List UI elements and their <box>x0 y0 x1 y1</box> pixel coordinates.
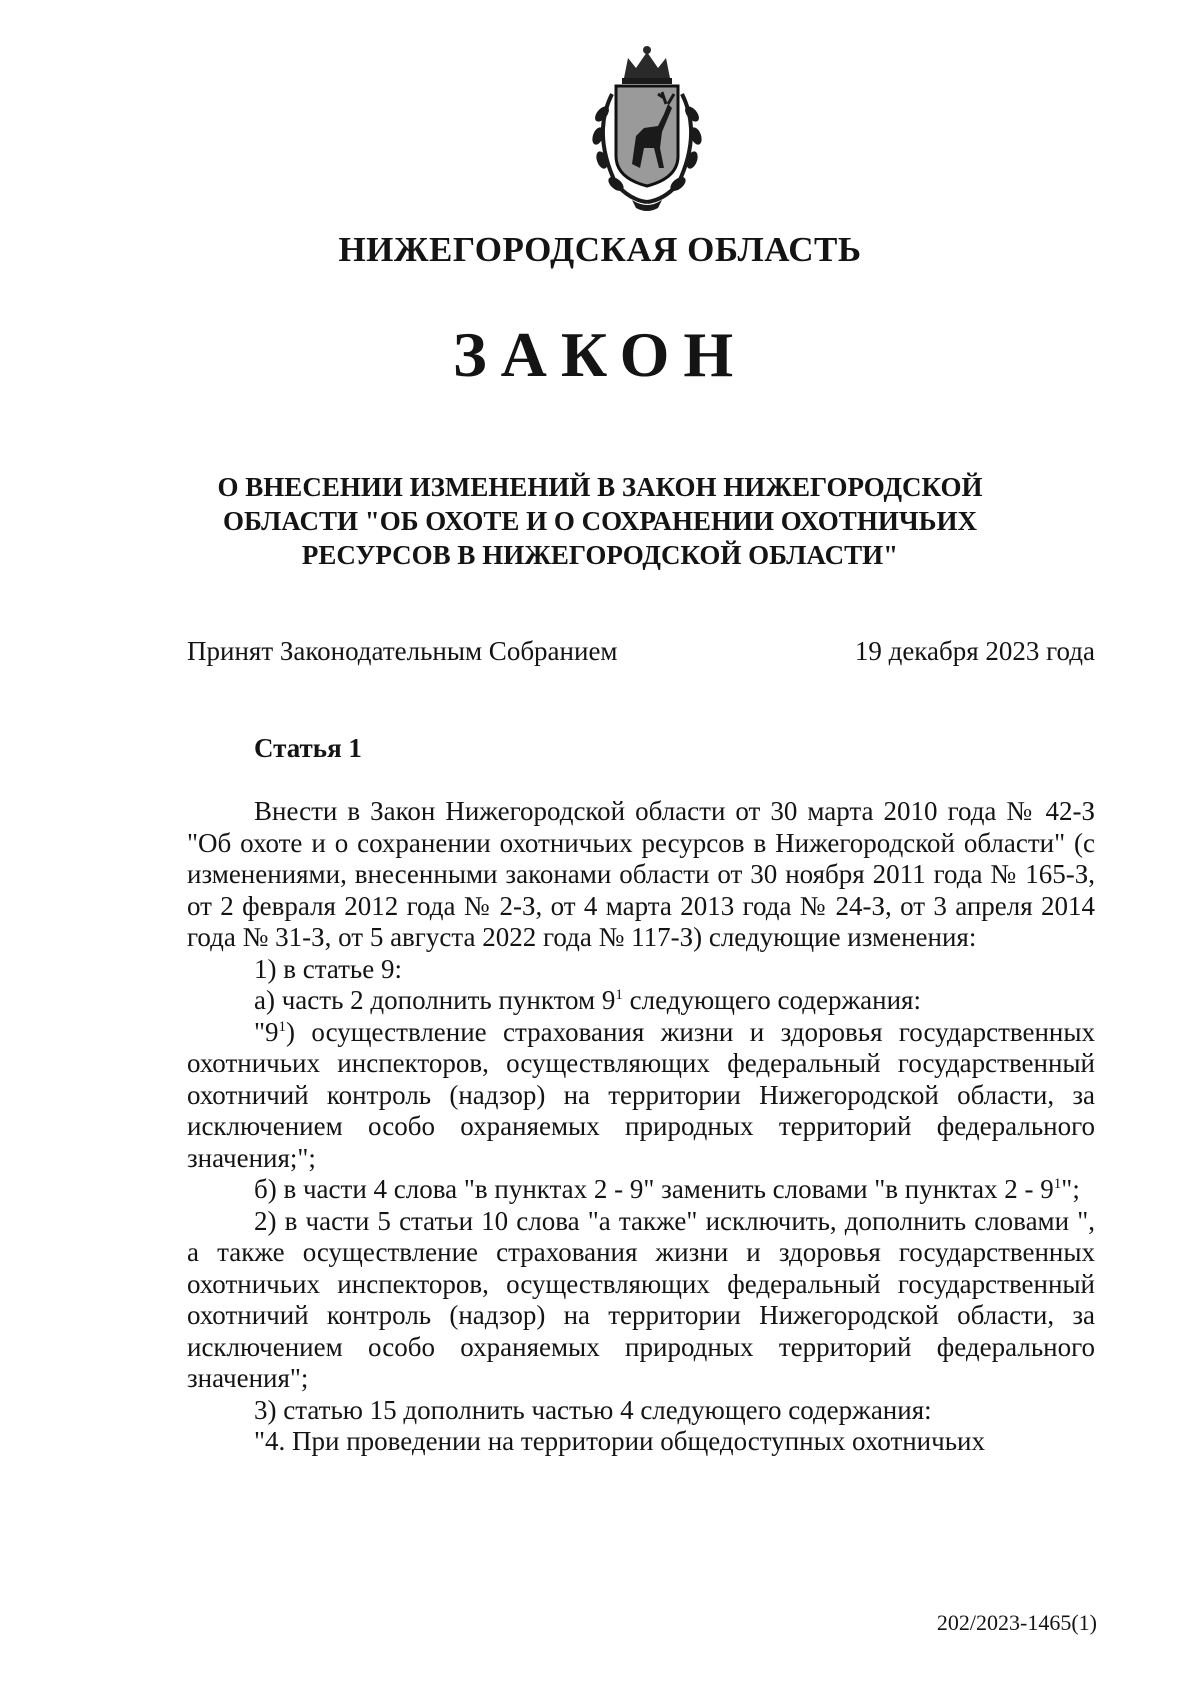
superscript: 1 <box>615 987 623 1003</box>
superscript: 1 <box>278 1018 287 1035</box>
law-title-line: О ВНЕСЕНИИ ИЗМЕНЕНИЙ В ЗАКОН НИЖЕГОРОДСКОЙ <box>217 472 983 502</box>
law-title-line: ОБЛАСТИ "ОБ ОХОТЕ И О СОХРАНЕНИИ ОХОТНИЧЬИХ <box>223 506 977 536</box>
document-number: 202/2023-1465(1) <box>936 1610 1097 1635</box>
quote-open: "9 <box>254 1016 279 1047</box>
amendment-item-1b <box>187 1174 1095 1206</box>
region-name: НИЖЕГОРОДСКАЯ ОБЛАСТЬ <box>338 230 862 269</box>
amendment-item-1a <box>187 985 1095 1017</box>
quoted-part-4: "4. При проведении на территории общедоступных охотничьих <box>254 1426 985 1456</box>
quoted-point-9-1 <box>187 1017 1095 1175</box>
article-body <box>187 796 1095 1458</box>
adoption-line <box>187 636 1095 667</box>
amendment-item-1: 1) в статье 9: <box>254 953 402 984</box>
article-intro: Внести в Закон Нижегородской области от 30 марта 2010 года № 42-З "Об охоте и о сохранении охотничьих ресурсов в Нижегородской области" (с изменениями, внесенными законами области от 30 ноября 2011 года № 165-З, от 2 февраля 2012 года № 2-З, от 4 марта 2013 года № 24-З, от 3 апреля 2014 года № 31-З, от 5 августа 2022 года № 117-З) следующие изменения: <box>187 796 1095 952</box>
amendment-item-3: 3) статью 15 дополнить частью 4 следующего содержания: <box>254 1394 932 1425</box>
law-title-line: РЕСУРСОВ В НИЖЕГОРОДСКОЙ ОБЛАСТИ" <box>301 540 899 570</box>
item-text: "; <box>1061 1174 1080 1204</box>
adoption-date: 19 декабря 2023 года <box>854 636 1095 666</box>
law-title <box>160 470 1040 572</box>
article-heading: Статья 1 <box>254 733 362 763</box>
amendment-item-2: 2) в части 5 статьи 10 слова "а также" исключить, дополнить словами ", а также осуществление страхования жизни и здоровья государственных охотничьих инспекторов, осуществляющих федеральный государственный охотничий контроль (надзор) на территории Нижегородской области, за исключением особо охраняемых природных территорий федерального значения"; <box>187 1205 1095 1393</box>
item-text: б) в части 4 слова "в пунктах 2 - 9" заменить словами "в пунктах 2 - 9 <box>254 1174 1054 1204</box>
item-text: а) часть 2 дополнить пунктом 9 <box>254 985 616 1015</box>
adopting-body: Принят Законодательным Собранием <box>187 636 618 666</box>
superscript: 1 <box>1053 1176 1062 1192</box>
document-type: ЗАКОН <box>452 319 748 390</box>
coat-of-arms-icon <box>574 44 720 212</box>
quote-text: ) осуществление страхования жизни и здоровья государственных охотничьих инспекторов, осуществляющих федеральный государственный охотничий контроль (надзор) на территории Нижегородской области, за исключением особо охраняемых природных территорий федерального значения;"; <box>187 1016 1095 1173</box>
item-text: следующего содержания: <box>622 985 921 1015</box>
